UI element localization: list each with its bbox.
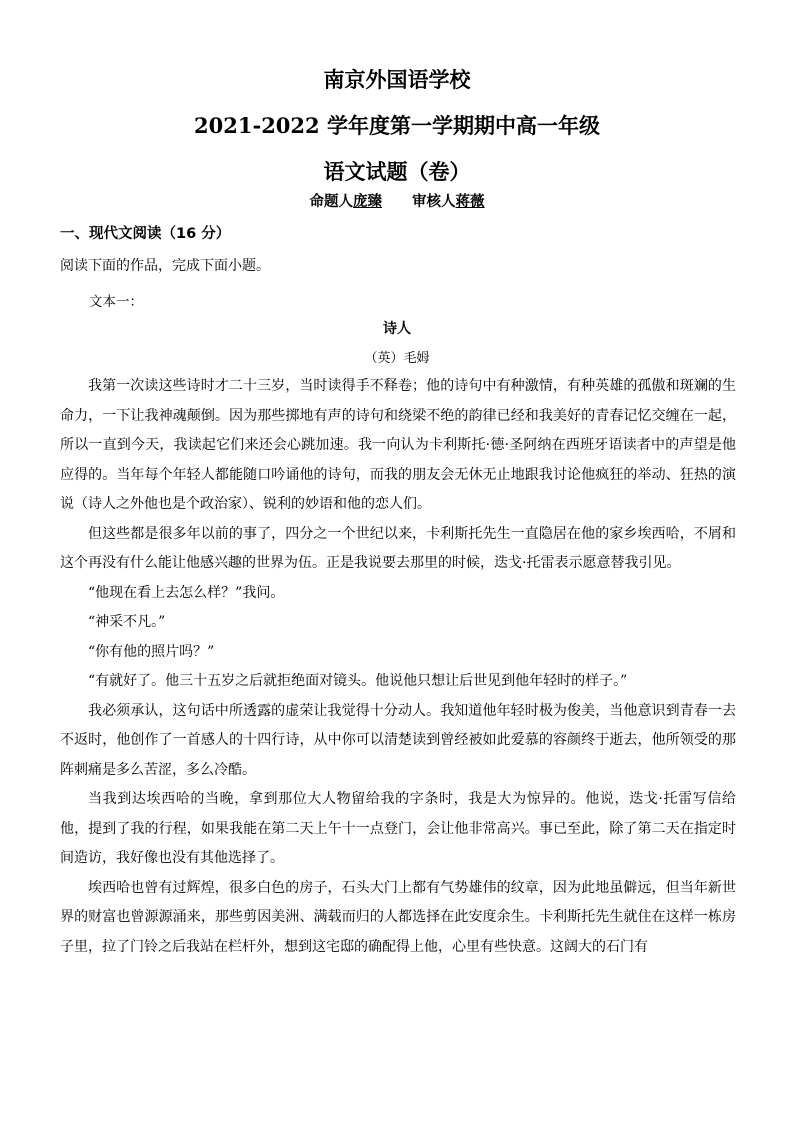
paragraph: “神采不凡。” (88, 614, 166, 630)
text-label: 文本一： (89, 294, 143, 310)
passage-author: （英）毛姆 (364, 351, 430, 366)
paragraph: 我必须承认，这句话中所透露的虚荣让我觉得十分动人。我知道他年轻时极为俊美，当他意识到青春一去不返时，他创作了一首感人的十四行诗，从中你可以清楚读到曾经被如此爱慕的容颜终于逝去，他所领受的那阵刺痛是多么苦涩，多么冷酷。 (60, 702, 736, 778)
exam-authors (0, 190, 794, 211)
paragraph: “你有他的照片吗？” (88, 643, 215, 660)
section-heading: 一、现代文阅读（16 分） (60, 226, 231, 242)
section-instruction: 阅读下面的作品，完成下面小题。 (60, 258, 270, 274)
paragraph: 但这些都是很多年以前的事了，四分之一个世纪以来，卡利斯托先生一直隐居在他的家乡埃西哈，不屑和这个再没有什么能让他感兴趣的世界为伍。正是我说要去那里的时候，迭戈·托雷表示愿意替我引见。 (60, 525, 736, 571)
passage-body (60, 372, 736, 962)
paragraph: “他现在看上去怎么样？”我问。 (88, 584, 285, 601)
setter-name: 庞臻 (353, 194, 382, 210)
exam-subject: 语文试题（卷） (323, 159, 471, 184)
reviewer-label: 审核人 (412, 194, 456, 210)
paragraph: 埃西哈也曾有过辉煌，很多白色的房子，石头大门上都有气势雄伟的纹章，因为此地虽僻远，但当年新世界的财富也曾源源涌来，那些剪因美洲、满载而归的人都选择在此安度余生。卡利斯托先生就住在这样一栋房子里，拉了门铃之后我站在栏杆外，想到这宅邸的确配得上他，心里有些快意。这阔大的石门有 (60, 879, 736, 955)
setter-label: 命题人 (309, 194, 353, 210)
paragraph: 我第一次读这些诗时才二十三岁，当时读得手不释卷；他的诗句中有种激情，有种英雄的孤傲和斑斓的生命力，一下让我神魂颠倒。因为那些掷地有声的诗句和绕梁不绝的韵律已经和我美好的青春记忆交缠在一起，所以一直到今天，我读起它们来还会心跳加速。我一向认为卡利斯托·德·圣阿纳在西班牙语读者中的声望是他应得的。当年每个年轻人都能随口吟诵他的诗句，而我的朋友会无休无止地跟我讨论他疯狂的举动、狂热的演说（诗人之外他也是个政治家）、锐利的妙语和他的恋人们。 (60, 378, 736, 512)
passage-title: 诗人 (383, 321, 411, 337)
paragraph: “有就好了。他三十五岁之后就拒绝面对镜头。他说他只想让后世见到他年轻时的样子。” (88, 673, 628, 689)
school-name: 南京外国语学校 (323, 67, 471, 92)
paragraph: 当我到达埃西哈的当晚，拿到那位大人物留给我的字条时，我是大为惊异的。他说，迭戈·托雷写信给他，提到了我的行程，如果我能在第二天上午十一点登门，会让他非常高兴。事已至此，除了第二天在指定时间造访，我好像也没有其他选择了。 (60, 791, 736, 866)
exam-term: 2021-2022 学年度第一学期期中高一年级 (194, 113, 600, 138)
reviewer-name: 蒋薇 (455, 194, 485, 210)
